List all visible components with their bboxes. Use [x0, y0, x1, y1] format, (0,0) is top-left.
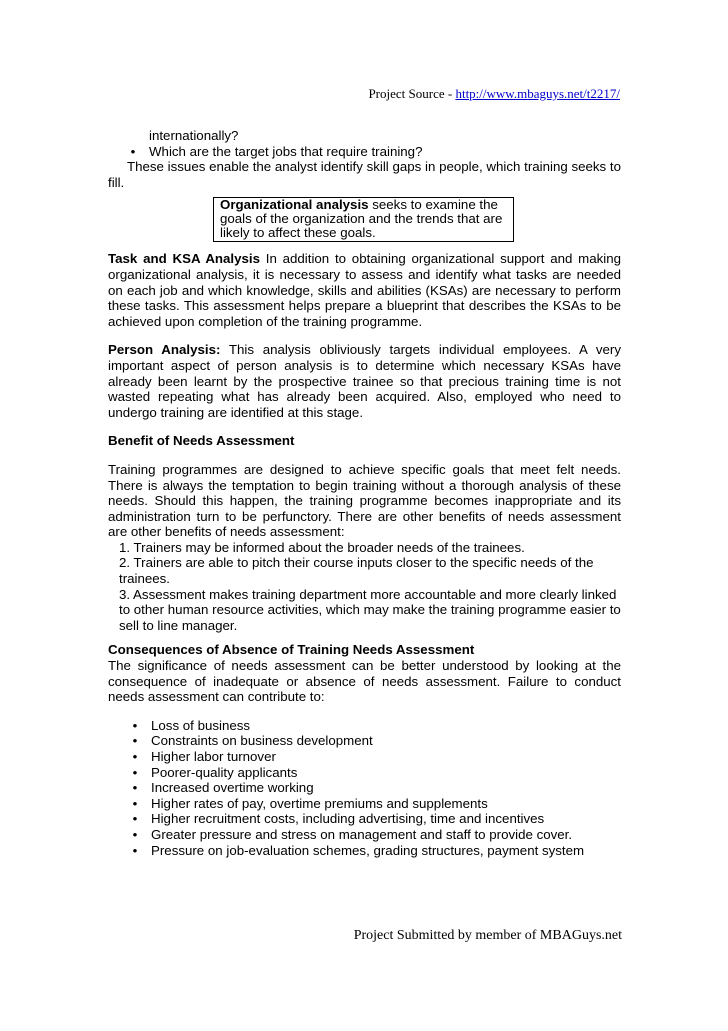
consequences-bullet-list — [108, 718, 621, 858]
benefit-numbered-list — [108, 540, 621, 634]
page-content — [108, 128, 621, 858]
bullet-icon: • — [132, 780, 138, 796]
header-prefix: Project Source - — [368, 86, 456, 101]
list-item: • Higher recruitment costs, including advertising, time and incentives — [108, 811, 621, 827]
bullet-icon: • — [132, 795, 138, 811]
organizational-analysis-box — [213, 197, 514, 242]
list-item: 3. Assessment makes training department more accountable and more clearly linked to other human resource activities, which may make the training programme easier to sell to line manager. — [119, 586, 621, 633]
consequences-paragraph: The significance of needs assessment can be better understood by looking at the consequence of inadequate or absence of needs assessment. Failure to conduct needs assessment can contribute to: — [108, 658, 621, 705]
task-lead: Task and KSA Analysis — [108, 251, 261, 267]
bullet-icon: • — [132, 811, 138, 827]
list-item: • Higher rates of pay, overtime premiums and supplements — [108, 796, 621, 812]
bullet-icon: • — [132, 717, 138, 733]
list-item: 2. Trainers are able to pitch their course inputs closer to the specific needs of the trainees. — [119, 555, 594, 587]
list-item: • Which are the target jobs that require training? — [108, 144, 621, 160]
bullet-icon: • — [132, 764, 138, 780]
list-item: • Greater pressure and stress on management and staff to provide cover. — [108, 827, 621, 843]
consequences-heading: Consequences of Absence of Training Needs Assessment — [108, 642, 475, 658]
benefit-paragraph: Training programmes are designed to achieve specific goals that meet felt needs. There is always the temptation to begin training without a thorough analysis of these needs. Should this happen, the training programme becomes inappropriate and its administration turn to be perfunctory. There are other benefits of needs assessment are other benefits of needs assessment: — [108, 461, 621, 540]
list-item: • Loss of business — [108, 718, 621, 734]
list-item: • Pressure on job-evaluation schemes, grading structures, payment system — [108, 843, 621, 859]
bullet-icon: • — [132, 749, 138, 764]
box-lead: Organizational analysis — [220, 197, 369, 213]
source-link[interactable]: http://www.mbaguys.net/t2217/ — [455, 86, 620, 101]
intro-summary: These issues enable the analyst identify skill gaps in people, which training seeks to fill. — [108, 159, 621, 190]
list-continuation: internationally? — [149, 128, 239, 143]
list-item: • Increased overtime working — [108, 780, 621, 796]
bullet-icon: • — [130, 143, 136, 159]
list-item: • Poorer-quality applicants — [108, 765, 621, 781]
intro-bullet-list — [108, 144, 621, 160]
bullet-icon: • — [132, 733, 138, 749]
bullet-icon: • — [132, 826, 138, 842]
list-item: 1. Trainers may be informed about the broader needs of the trainees. — [119, 539, 525, 555]
bullet-icon: • — [132, 842, 138, 858]
list-item: • Constraints on business development — [108, 733, 621, 749]
benefit-heading: Benefit of Needs Assessment — [108, 433, 295, 449]
page-header — [368, 86, 620, 102]
page-footer: Project Submitted by member of MBAGuys.net — [353, 928, 622, 943]
person-analysis-paragraph: Person Analysis: This analysis obliviously targets individual employees. A very important aspect of person analysis is to determine which necessary KSAs have already been learnt by the prospective trainee so that precious training time is not wasted repeating what has already been acquired. Also, employed who need to undergo training are identified at this stage. — [108, 342, 621, 420]
list-item: • Higher labor turnover — [108, 749, 621, 765]
person-lead: Person Analysis: — [108, 342, 221, 358]
box-text: seeks to examine the goals of the organization and the trends that are likely to affect these goals. — [220, 197, 503, 241]
task-ksa-paragraph: Task and KSA Analysis In addition to obtaining organizational support and making organizational analysis, it is necessary to assess and identify what tasks are needed on each job and which knowledge, skills and abilities (KSAs) are necessary to perform these tasks. This assessment helps prepare a blueprint that describes the KSAs to be achieved upon completion of the training programme. — [108, 251, 621, 329]
